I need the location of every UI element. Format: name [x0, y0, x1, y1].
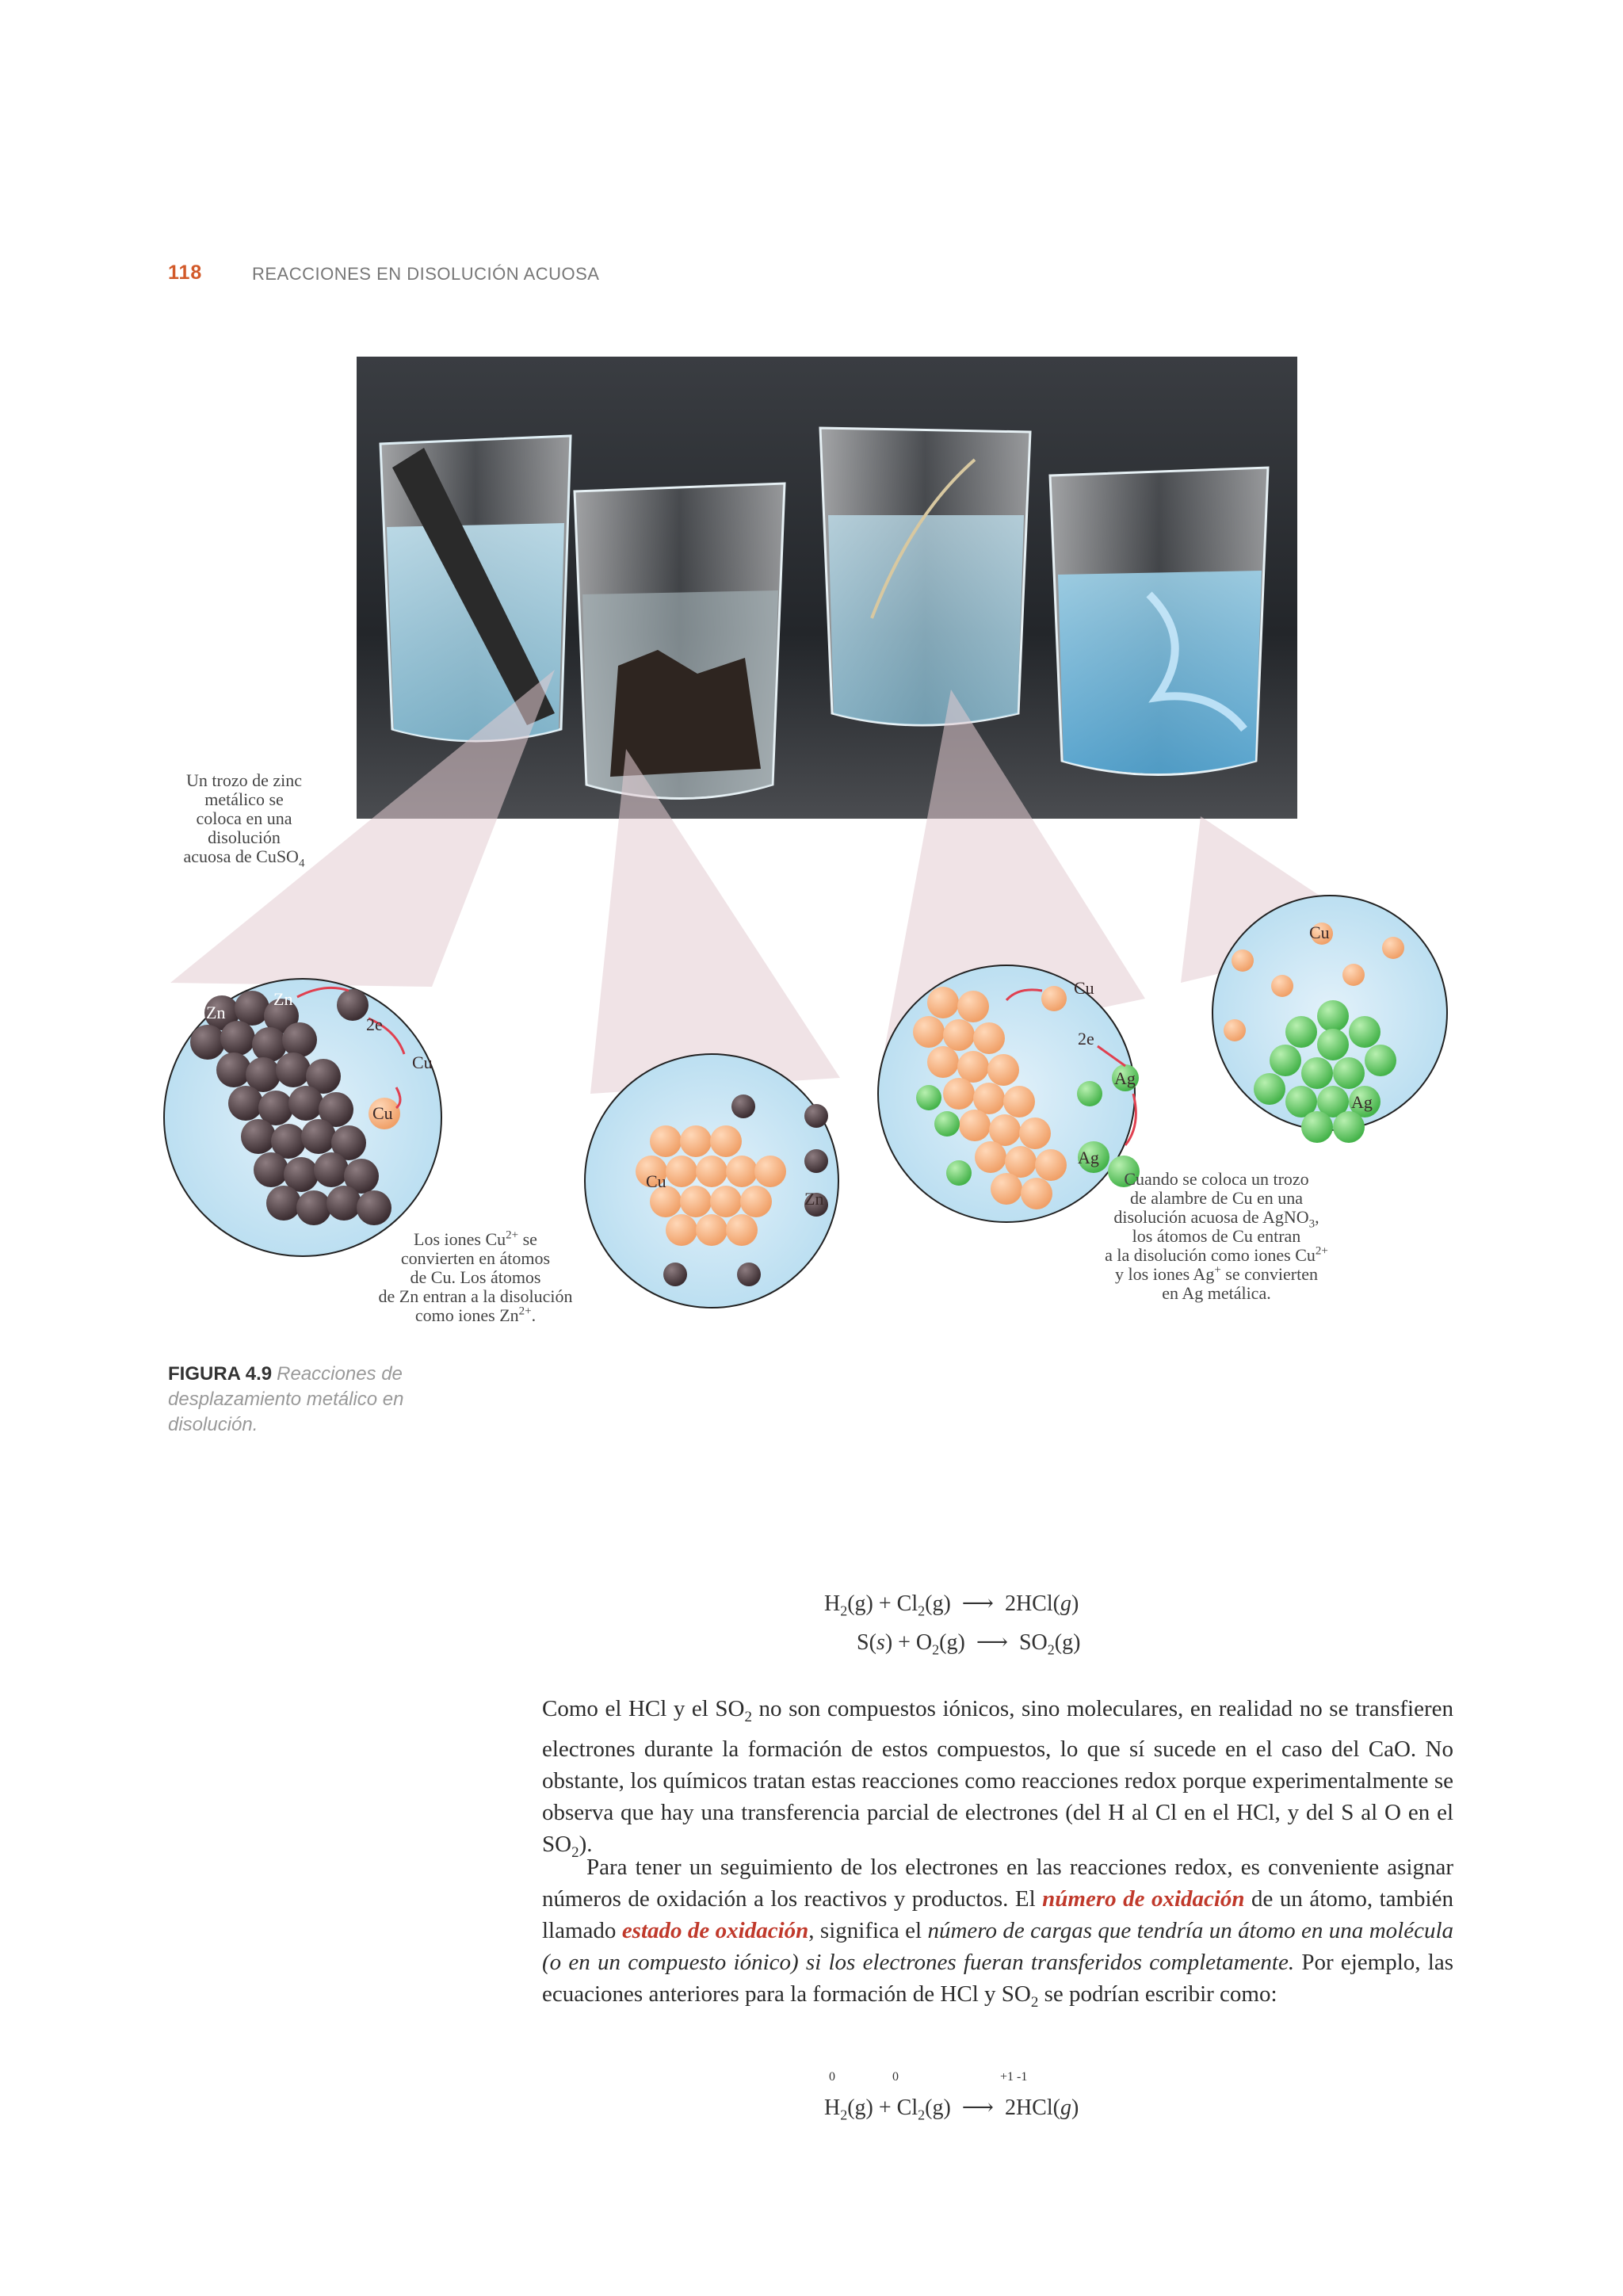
cu-label: Cu	[372, 1103, 393, 1123]
cu-ion-label: Cu	[1074, 978, 1094, 998]
zn-ion-label: Zn	[804, 1189, 824, 1209]
arrow-icon: ⟶	[961, 1591, 994, 1616]
copper-wire-note	[1098, 1170, 1335, 1303]
equation-hcl: $H_2(g) + Cl_2(g)$ ⟶ 2HCl(g)	[824, 1591, 1079, 1619]
equation-hcl-oxidation: 0 0 +1 -1 $H_2(g) + Cl_2(g)$ ⟶ 2HCl(g)	[824, 2070, 1079, 2123]
note-line: en Ag metálica.	[1162, 1283, 1271, 1303]
arrow-icon: ⟶	[961, 2095, 994, 2120]
note-line: como iones $Zn^{2+}$.	[414, 1305, 537, 1325]
silver-circle	[1212, 896, 1447, 1143]
term-oxidation-number: número de oxidación	[1042, 1886, 1245, 1912]
electron-label: 2e	[366, 1014, 383, 1034]
equation-so2: $S(s) + O_2(g)$ ⟶ $SO_2(g)$	[857, 1630, 1081, 1658]
note-line: disolución	[208, 827, 281, 847]
note-line: Un trozo de zinc	[186, 770, 302, 790]
paragraph-1: Como el HCl y el $SO_2$ no son compuestos iónicos, sino moleculares, en realidad no se transfieren electrones durante la formación de estos compuestos, lo que sí sucede en el caso del CaO. No obstante, los químicos tratan estas reacciones como reacciones redox porque experimentalmente se observa que hay una transferencia parcial de electrones (del H al Cl en el HCl, y del S al O en el $SO_2$).	[542, 1696, 1453, 1861]
note-line: de Zn entran a la disolución	[378, 1286, 573, 1306]
ag-label: Ag	[1078, 1148, 1099, 1167]
cu-ion-label: Cu	[1309, 923, 1330, 942]
note-line: convierten en átomos	[400, 1248, 551, 1268]
electron-label: 2e	[1078, 1029, 1094, 1049]
note-line: y los iones Ag+ se convierten	[1115, 1263, 1318, 1284]
cu-label: Cu	[646, 1171, 666, 1191]
copper-ions-note	[341, 1230, 610, 1325]
note-line: los átomos de Cu entran	[1132, 1226, 1301, 1246]
zn-label: Zn	[273, 989, 293, 1009]
note-line: de Cu. Los átomos	[410, 1267, 541, 1287]
page-number: 118	[168, 262, 203, 284]
note-line: Los iones $Cu^{2+}$ se	[414, 1228, 537, 1249]
caption-label: FIGURA 4.9	[168, 1363, 273, 1385]
oxidation-number-hcl: +1 -1	[1000, 2070, 1028, 2084]
figure-caption	[168, 1362, 453, 1438]
paragraph-2: Para tener un seguimiento de los electrones en las reacciones redox, es conveniente asignar números de oxidación a los reactivos y productos. El número de oxidación de un átomo, también llamado estado de oxidación, significa el número de cargas que tendría un átomo en una molécula (o en un compuesto iónico) si los electrones fueran transferidos completamente. Por ejemplo, las ecuaciones anteriores para la formación de HCl y $SO_2$ se podrían escribir como:	[542, 1855, 1453, 2011]
note-line: disolución acuosa de AgNO$_3$,	[1113, 1207, 1319, 1231]
note-line: acuosa de CuSO$_4$	[183, 846, 305, 870]
arrow-icon: ⟶	[976, 1630, 1008, 1655]
zinc-note	[149, 770, 339, 870]
note-line: coloca en una	[196, 808, 292, 828]
ag-label: Ag	[1351, 1092, 1373, 1112]
note-line: metálico se	[204, 789, 284, 809]
zoom-cone	[590, 749, 840, 1094]
term-oxidation-state: estado de oxidación	[621, 1918, 809, 1943]
caption-text: Reacciones de desplazamiento metálico en disolución.	[168, 1363, 404, 1435]
running-title: REACCIONES EN DISOLUCIÓN ACUOSA	[252, 264, 600, 284]
note-line: de alambre de Cu en una	[1129, 1188, 1304, 1208]
copper-deposit-circle	[585, 1054, 838, 1308]
note-line: a la disolución como iones $Cu^{2+}$	[1105, 1244, 1328, 1265]
ag-ion-label: Ag	[1114, 1068, 1136, 1088]
oxidation-number-cl: 0	[892, 2070, 899, 2084]
zn-label: Zn	[206, 1003, 226, 1022]
zinc-circle	[164, 979, 441, 1256]
oxidation-number-h: 0	[829, 2070, 835, 2084]
cu-ion-label: Cu	[412, 1052, 433, 1072]
note-line: Cuando se coloca un trozo	[1124, 1169, 1309, 1189]
